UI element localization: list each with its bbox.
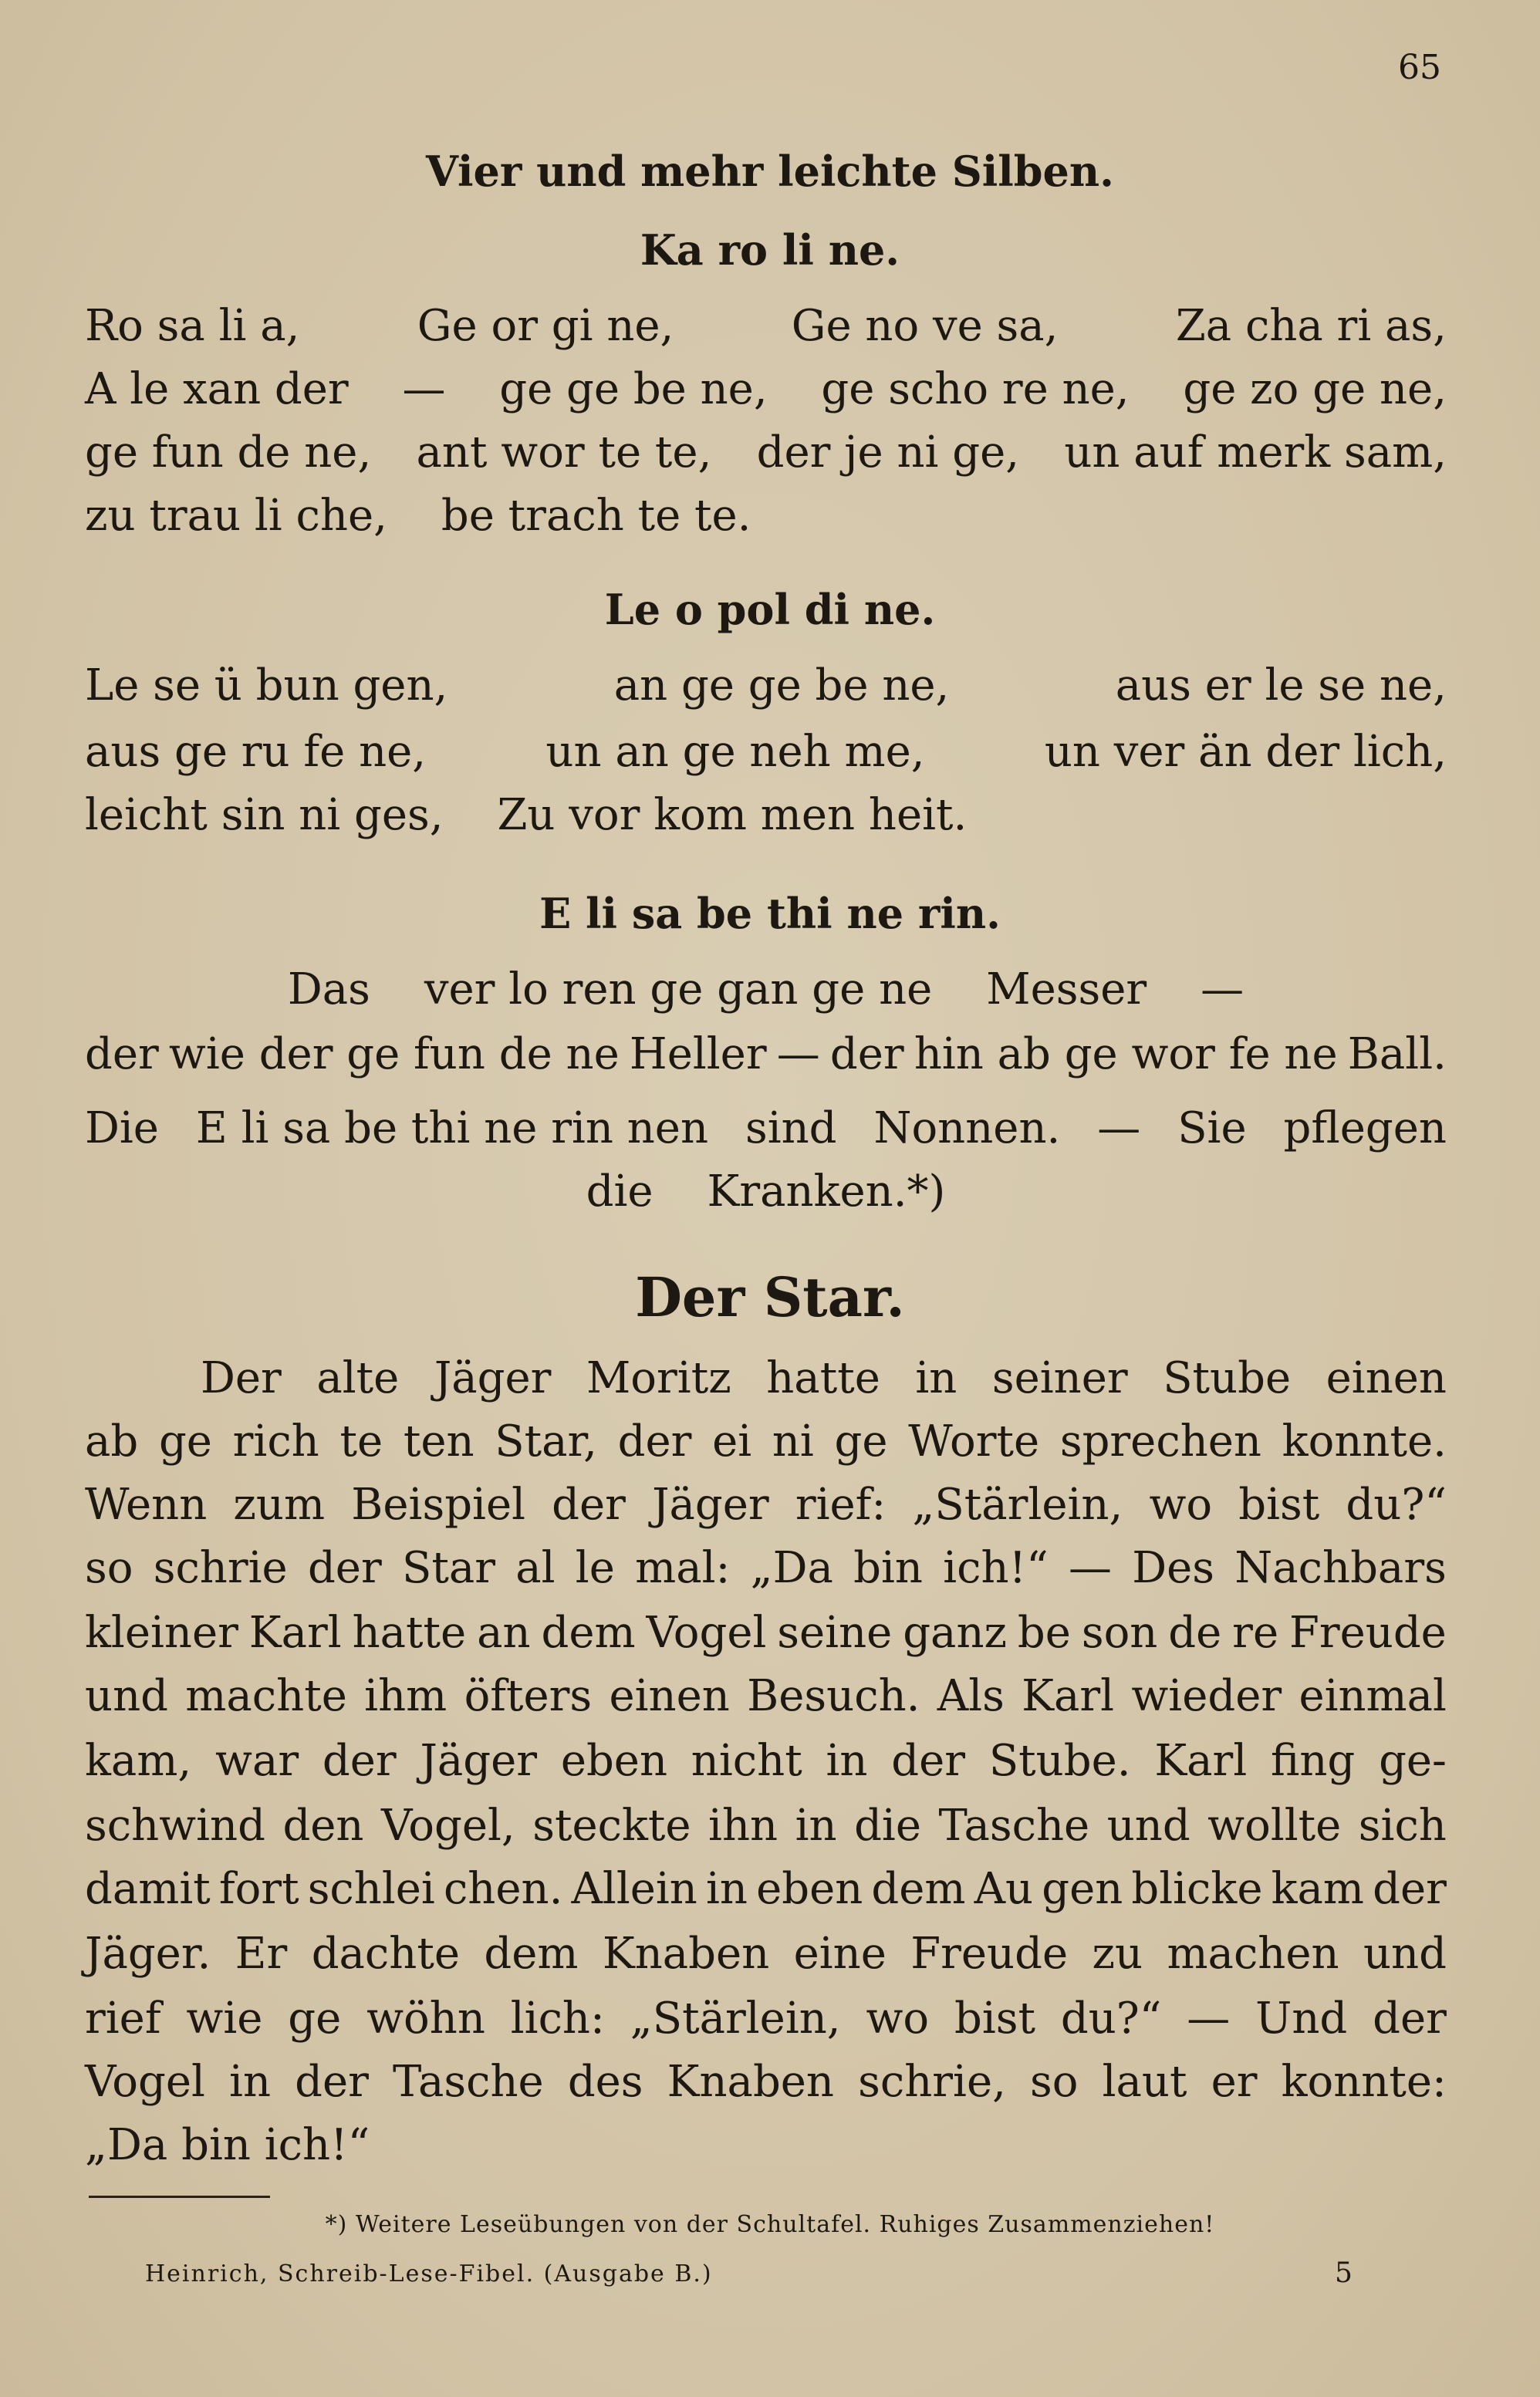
text-line — [85, 301, 1447, 351]
text-line — [85, 727, 1447, 777]
word: in — [915, 1353, 957, 1403]
word: dem — [484, 1929, 579, 1979]
word: eben — [756, 1864, 863, 1914]
word: rief — [85, 1994, 161, 2044]
word: Karl — [1022, 1671, 1115, 1721]
word: der — [85, 1029, 159, 1079]
story-line — [85, 1480, 1447, 1530]
word: ganz — [903, 1608, 1008, 1658]
word: ich!“ — [943, 1543, 1049, 1593]
word: Beispiel — [351, 1480, 525, 1530]
word: ihm — [364, 1671, 447, 1721]
word: ihn — [708, 1801, 778, 1851]
word: der — [1373, 1994, 1447, 2044]
word-group: an ge ge be ne, — [613, 660, 950, 711]
word: und — [1363, 1929, 1447, 1979]
word: steckte — [532, 1801, 691, 1851]
word: die — [586, 1166, 653, 1217]
dash: — — [402, 364, 446, 414]
word: seiner — [991, 1353, 1128, 1403]
word: Jäger. — [85, 1929, 211, 1979]
word-group: ge zo ge ne, — [1183, 364, 1447, 414]
word: Und — [1255, 1994, 1348, 2044]
word: eine — [793, 1929, 887, 1979]
word-group: hin ab ge wor fe ne — [914, 1029, 1338, 1079]
word: Moritz — [586, 1353, 731, 1403]
word-group: ge fun de ne, — [85, 427, 372, 478]
word: der — [307, 1543, 382, 1593]
word: hatte — [352, 1608, 467, 1658]
story-line — [85, 1671, 1447, 1721]
word-group: leicht sin ni ges, — [85, 790, 444, 840]
word: blicke — [1131, 1864, 1263, 1914]
word: te — [339, 1416, 383, 1467]
text-line — [85, 790, 1447, 840]
word: „Stärlein, — [630, 1994, 841, 2044]
word: schrie, — [858, 2057, 1006, 2107]
word: Worte — [908, 1416, 1040, 1467]
footnote: *) Weitere Leseübungen von der Schultafel. Ruhiges Zusammenziehen! — [325, 2211, 1215, 2238]
word: so — [1030, 2057, 1079, 2107]
story-line — [85, 1736, 1447, 1786]
word: der — [617, 1416, 692, 1467]
word: wollte — [1207, 1801, 1342, 1851]
word: ge — [834, 1416, 888, 1467]
text-line — [85, 1103, 1447, 1153]
word: Karl — [248, 1608, 342, 1658]
word-group: Ge or gi ne, — [417, 301, 674, 351]
word: Der — [201, 1353, 282, 1403]
word: Ball. — [1347, 1029, 1447, 1079]
word: der — [891, 1736, 966, 1786]
subheading-leopoldine: Le o pol di ne. — [604, 585, 936, 634]
word: in — [705, 1864, 748, 1914]
word: machte — [185, 1671, 347, 1721]
story-title: Der Star. — [635, 1265, 905, 1329]
word: Star, — [495, 1416, 597, 1467]
word: Messer — [986, 964, 1147, 1015]
word-group: Le se ü bun gen, — [85, 660, 448, 711]
word: wie — [186, 1994, 263, 2044]
story-line — [201, 1353, 1447, 1403]
word: schrie — [153, 1543, 288, 1593]
word: schwind — [85, 1801, 265, 1851]
word: den — [282, 1801, 364, 1851]
word: Nachbars — [1234, 1543, 1447, 1593]
word: Karl — [1154, 1736, 1248, 1786]
word: Stube — [1163, 1353, 1292, 1403]
word-group: A le xan der — [85, 364, 349, 414]
word-group: Za cha ri as, — [1175, 301, 1447, 351]
word: Au — [974, 1864, 1034, 1914]
word: Tasche — [393, 2057, 544, 2107]
word: dem — [541, 1608, 636, 1658]
footnote-divider — [89, 2196, 270, 2198]
word: wo — [1149, 1480, 1213, 1530]
word: seine — [777, 1608, 893, 1658]
word-group: un an ge neh me, — [545, 727, 925, 777]
word: nicht — [691, 1736, 802, 1786]
word: Heller — [629, 1029, 767, 1079]
word: mal: — [635, 1543, 731, 1593]
word: „Stärlein, — [912, 1480, 1123, 1530]
word: de — [1168, 1608, 1222, 1658]
word: konnte. — [1282, 1416, 1447, 1467]
word-group: ge ge be ne, — [499, 364, 768, 414]
word: Als — [937, 1671, 1005, 1721]
word: Wenn — [85, 1480, 208, 1530]
word: ge — [158, 1416, 212, 1467]
word: war — [215, 1736, 299, 1786]
word: rich — [232, 1416, 319, 1467]
word: „Da — [750, 1543, 833, 1593]
text-line — [85, 364, 1447, 414]
word: kam — [1271, 1864, 1365, 1914]
word: Knaben — [602, 1929, 770, 1979]
word: schlei — [307, 1864, 435, 1914]
imprint: Heinrich, Schreib-Lese-Fibel. (Ausgabe B.) — [145, 2260, 713, 2287]
story-line — [85, 1801, 1447, 1851]
word-group: be trach te te. — [441, 491, 751, 541]
word: in — [229, 2057, 272, 2107]
subheading-karoline: Ka ro li ne. — [640, 225, 900, 275]
word: Vogel, — [381, 1801, 515, 1851]
word-group: ver lo ren ge gan ge ne — [424, 964, 933, 1015]
word: sich — [1358, 1801, 1447, 1851]
word: Star — [401, 1543, 495, 1593]
word: Jäger — [434, 1353, 552, 1403]
word: bin — [853, 1543, 923, 1593]
word: wo — [866, 1994, 930, 2044]
word: Jäger — [652, 1480, 769, 1530]
story-line — [85, 1994, 1447, 2044]
word: Vogel — [646, 1608, 767, 1658]
text-line — [85, 491, 1447, 541]
word: der — [552, 1480, 626, 1530]
word-group: un ver än der lich, — [1044, 727, 1447, 777]
word-group: Ge no ve sa, — [791, 301, 1059, 351]
word: Besuch. — [747, 1671, 920, 1721]
dash: — — [776, 1029, 820, 1079]
word: die — [854, 1801, 921, 1851]
word-group: zu trau li che, — [85, 491, 387, 541]
dash: — — [1201, 964, 1244, 1015]
word: re — [1232, 1608, 1279, 1658]
word: der — [295, 2057, 369, 2107]
word: du?“ — [1346, 1480, 1447, 1530]
word: ab — [85, 1416, 139, 1467]
word: einmal — [1299, 1671, 1447, 1721]
word: alte — [316, 1353, 400, 1403]
word-group: Ro sa li a, — [85, 301, 300, 351]
word: des — [567, 2057, 643, 2107]
story-line — [85, 1608, 1447, 1658]
word: Tasche — [938, 1801, 1090, 1851]
word: kleiner — [85, 1608, 238, 1658]
word: bist — [954, 1994, 1035, 2044]
word: einen — [1326, 1353, 1447, 1403]
word: konnte: — [1281, 2057, 1447, 2107]
page-number: 65 — [1398, 48, 1441, 87]
word-group: Zu vor kom men heit. — [497, 790, 968, 840]
word-group: E li sa be thi ne rin nen — [195, 1103, 709, 1153]
word: ei — [712, 1416, 752, 1467]
word: der — [322, 1736, 397, 1786]
word: ge- — [1379, 1736, 1447, 1786]
word: an — [477, 1608, 531, 1658]
word: lich: — [510, 1994, 605, 2044]
word: Freude — [910, 1929, 1069, 1979]
word: Stube. — [988, 1736, 1131, 1786]
word: Sie — [1177, 1103, 1247, 1153]
word: pflegen — [1283, 1103, 1447, 1153]
word: ge — [288, 1994, 342, 2044]
word: laut — [1102, 2057, 1187, 2107]
story-line — [85, 1543, 1447, 1593]
text-line — [85, 1029, 1447, 1079]
word: Das — [287, 964, 370, 1015]
subheading-elisabethinerin: E li sa be thi ne rin. — [539, 889, 1001, 938]
word-group: wie der ge fun de ne — [168, 1029, 620, 1079]
word: le — [575, 1543, 615, 1593]
word: Jäger — [420, 1736, 538, 1786]
word: chen. — [443, 1864, 563, 1914]
story-line — [85, 1864, 1447, 1914]
word-group: aus er le se ne, — [1115, 660, 1447, 711]
word: der — [829, 1029, 904, 1079]
word: gen — [1042, 1864, 1123, 1914]
word: — — [1187, 1994, 1231, 2044]
text-line — [85, 660, 1447, 711]
word-group: der je ni ge, — [756, 427, 1020, 478]
word: in — [826, 1736, 868, 1786]
story-line — [85, 2057, 1447, 2107]
word: Er — [235, 1929, 288, 1979]
word: Vogel — [85, 2057, 205, 2107]
word: rief: — [795, 1480, 887, 1530]
word: so — [85, 1543, 133, 1593]
text-line — [85, 1166, 1447, 1217]
section-heading-vier: Vier und mehr leichte Silben. — [426, 147, 1114, 196]
word: wöhn — [366, 1994, 485, 2044]
word-group: un auf merk sam, — [1064, 427, 1447, 478]
word: eben — [560, 1736, 668, 1786]
word: der — [1373, 1864, 1447, 1914]
word: Allein — [571, 1864, 697, 1914]
word: öfters — [464, 1671, 593, 1721]
word: dem — [871, 1864, 966, 1914]
signature-mark: 5 — [1335, 2257, 1353, 2289]
word: hatte — [766, 1353, 880, 1403]
word: son — [1081, 1608, 1158, 1658]
word: einen — [609, 1671, 730, 1721]
text-line — [85, 964, 1447, 1015]
word: sind — [745, 1103, 837, 1153]
word: fort — [218, 1864, 299, 1914]
word-group: ant wor te te, — [416, 427, 712, 478]
word: fing — [1271, 1736, 1356, 1786]
word: Knaben — [667, 2057, 834, 2107]
word: machen — [1167, 1929, 1339, 1979]
word: damit — [85, 1864, 211, 1914]
word-group: aus ge ru fe ne, — [85, 727, 427, 777]
story-line — [85, 1929, 1447, 1979]
word: sprechen — [1059, 1416, 1261, 1467]
text-line — [85, 427, 1447, 478]
story-line — [85, 1416, 1447, 1467]
word: und — [1106, 1801, 1190, 1851]
word: ni — [772, 1416, 814, 1467]
word: dachte — [311, 1929, 460, 1979]
word: al — [515, 1543, 556, 1593]
word: du?“ — [1060, 1994, 1162, 2044]
word: zu — [1092, 1929, 1143, 1979]
word: Freude — [1289, 1608, 1447, 1658]
dash: — — [1097, 1103, 1141, 1153]
word: Die — [85, 1103, 159, 1153]
word: und — [85, 1671, 168, 1721]
word: Des — [1132, 1543, 1215, 1593]
word: wieder — [1131, 1671, 1282, 1721]
word: — — [1068, 1543, 1112, 1593]
word: Kranken.*) — [707, 1166, 946, 1217]
word: er — [1211, 2057, 1258, 2107]
word: zum — [233, 1480, 326, 1530]
word: ten — [403, 1416, 474, 1467]
word: kam, — [85, 1736, 192, 1786]
word: in — [795, 1801, 837, 1851]
story-line: „Da bin ich!“ — [85, 2120, 370, 2170]
word-group: ge scho re ne, — [821, 364, 1130, 414]
word: be — [1017, 1608, 1071, 1658]
word: Nonnen. — [873, 1103, 1061, 1153]
word: bist — [1238, 1480, 1320, 1530]
